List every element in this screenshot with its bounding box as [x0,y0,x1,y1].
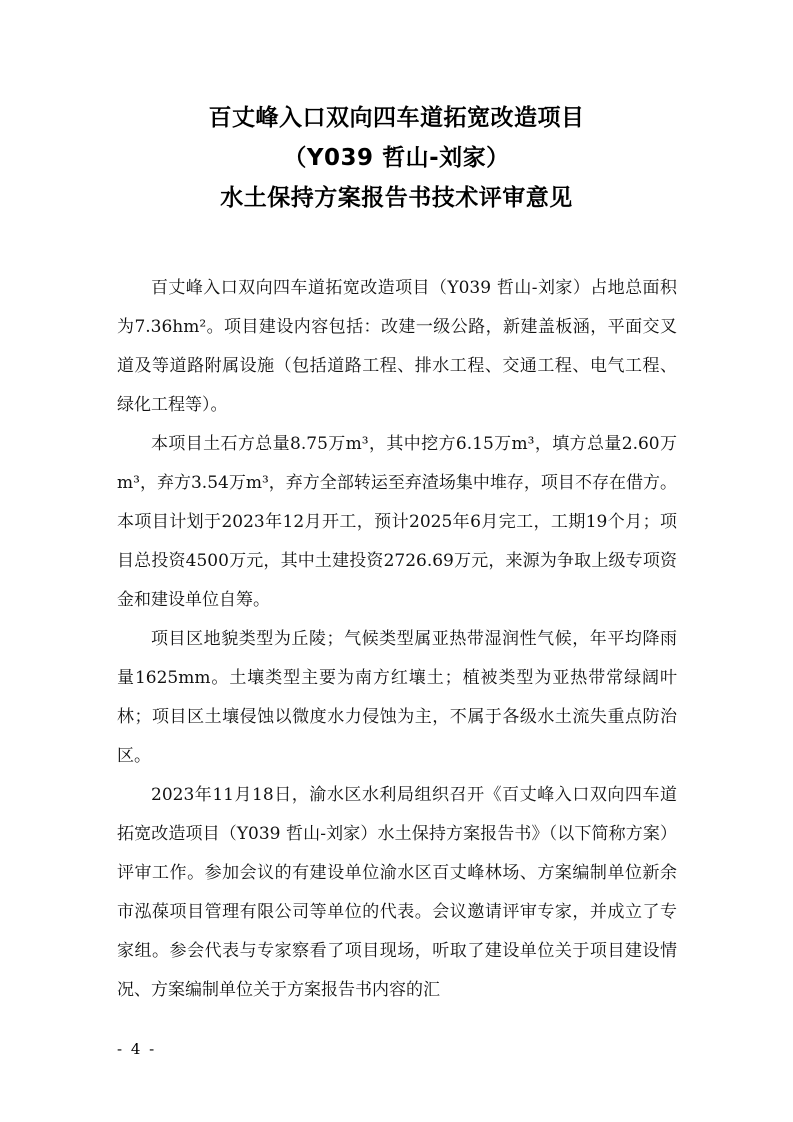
paragraph-natural-conditions: 项目区地貌类型为丘陵；气候类型属亚热带湿润性气候，年平均降雨量1625mm。土壤类型主要为南方红壤土；植被类型为亚热带常绿阔叶林；项目区土壤侵蚀以微度水力侵蚀为主，不属于各级水土流失重点防治区。 [117,629,677,766]
document-title [0,98,793,218]
paragraph-review-meeting: 2023年11月18日，渝水区水利局组织召开《百丈峰入口双向四车道拓宽改造项目（Y039 哲山-刘家）水土保持方案报告书》（以下简称方案）评审工作。参加会议的有建设单位渝水区百丈峰林场、方案编制单位新余市泓葆项目管理有限公司等单位的代表。会议邀请评审专家，并成立了专家组。参会代表与专家察看了项目现场，听取了建设单位关于项目建设情况、方案编制单位关于方案报告书内容的汇 [117,785,677,1000]
title-line-2: （Y039 哲山-刘家） [283,145,510,171]
paragraph-earthwork-schedule: 本项目土石方总量8.75万m³，其中挖方6.15万m³，填方总量2.60万m³，弃方3.54万m³，弃方全部转运至弃渣场集中堆存，项目不存在借方。本项目计划于2023年12月开工，预计2025年6月完工，工期19个月；项目总投资4500万元，其中土建投资2726.69万元，来源为争取上级专项资金和建设单位自筹。 [117,434,677,610]
document-body [117,269,677,1010]
page-number: - 4 - [117,1040,157,1058]
title-line-1: 百丈峰入口双向四车道拓宽改造项目 [208,105,585,131]
title-line-3: 水土保持方案报告书技术评审意见 [220,185,573,211]
paragraph-project-overview: 百丈峰入口双向四车道拓宽改造项目（Y039 哲山-刘家）占地总面积为7.36hm²。项目建设内容包括：改建一级公路，新建盖板涵，平面交叉道及等道路附属设施（包括道路工程、排水工程、交通工程、电气工程、绿化工程等）。 [117,278,677,415]
